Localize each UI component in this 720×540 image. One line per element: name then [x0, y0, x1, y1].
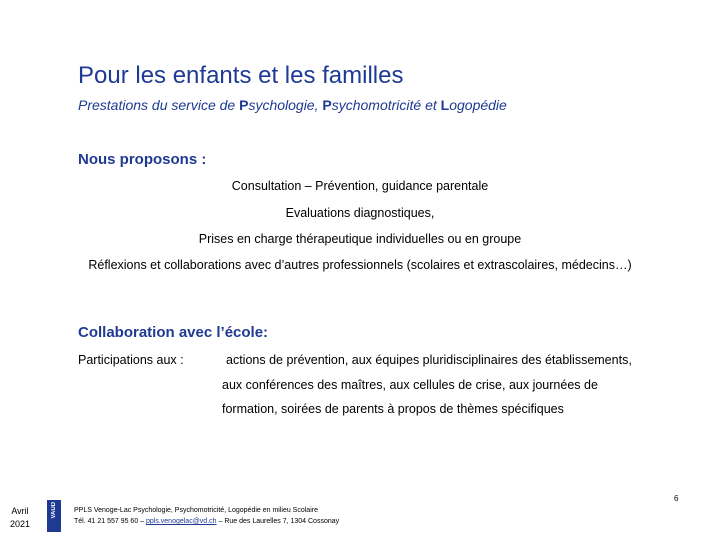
footer-text [74, 505, 339, 527]
participation-line: actions de prévention, aux équipes pluridisciplinaires des établissements, [226, 353, 632, 367]
proposal-item: Réflexions et collaborations avec d’autres professionnels (scolaires et extrascolaires, médecins…) [88, 258, 632, 272]
page-title: Pour les enfants et les familles [78, 62, 404, 89]
participation-label: Participations aux : [78, 353, 184, 367]
page-number: 6 [674, 494, 679, 503]
vaud-logo: VAUD [47, 500, 61, 532]
footer-line-1: PPLS Venoge-Lac Psychologie, Psychomotricité, Logopédie en milieu Scolaire [74, 507, 318, 514]
participation-line: aux conférences des maîtres, aux cellules de crise, aux journées de [222, 378, 598, 392]
footer-date: Avril 2021 [9, 506, 31, 529]
section-heading-collaboration: Collaboration avec l’école: [78, 324, 269, 341]
proposal-item: Evaluations diagnostiques, [285, 206, 435, 220]
participation-line: formation, soirées de parents à propos de thèmes spécifiques [222, 402, 564, 416]
proposal-item: Prises en charge thérapeutique individuelles ou en groupe [198, 232, 522, 246]
footer-line-2: Tél. 41 21 557 95 60 – ppls.venogelac@vd.ch – Rue des Laurelles 7, 1304 Cossonay [74, 518, 340, 525]
page-subtitle: Prestations du service de Psychologie, Psychomotricité et Logopédie [78, 97, 507, 113]
section-heading-proposals: Nous proposons : [78, 151, 207, 168]
email-link[interactable]: ppls.venogelac@vd.ch [146, 518, 217, 525]
proposal-item: Consultation – Prévention, guidance parentale [231, 179, 489, 193]
